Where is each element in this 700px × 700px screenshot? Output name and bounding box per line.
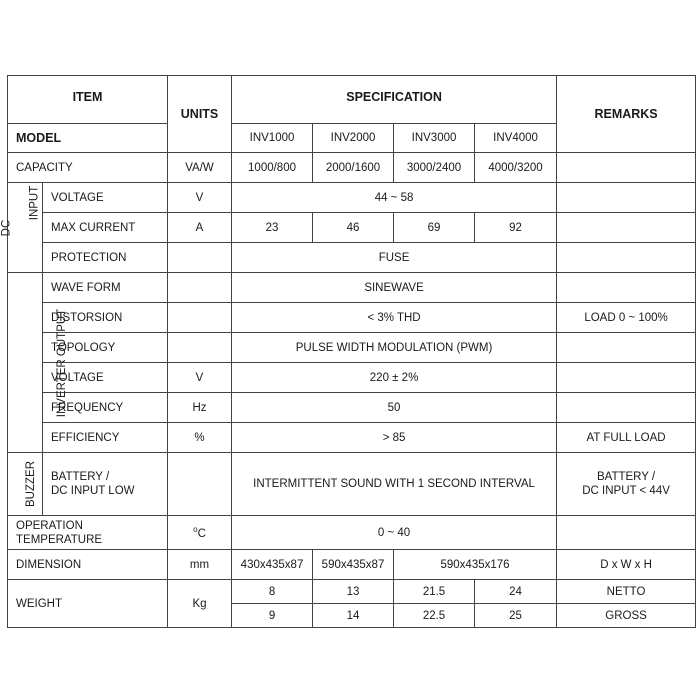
dc-voltage-row [8,183,696,213]
dimension-value: 590x435x87 [313,550,394,580]
dc-voltage-label: VOLTAGE [43,183,168,213]
capacity-unit: VA/W [168,153,232,183]
wave-form-row [8,273,696,303]
topology-remark [557,333,696,363]
header-specification: SPECIFICATION [232,76,557,124]
dimension-unit: mm [168,550,232,580]
frequency-remark [557,393,696,423]
efficiency-unit: % [168,423,232,453]
capacity-value: 2000/1600 [313,153,394,183]
weight-netto-value: 21.5 [394,580,475,604]
header-item: ITEM [8,76,168,124]
dimension-value: 430x435x87 [232,550,313,580]
buzzer-remark-line1: BATTERY / [596,471,656,483]
max-current-unit: A [168,213,232,243]
output-voltage-unit: V [168,363,232,393]
buzzer-item-line1: BATTERY / [51,471,110,483]
operation-temperature-remark [557,516,696,550]
max-current-value: 92 [475,213,557,243]
topology-unit [168,333,232,363]
header-units: UNITS [168,76,232,153]
frequency-label: FREQUENCY [43,393,168,423]
protection-remark [557,243,696,273]
capacity-value: 4000/3200 [475,153,557,183]
buzzer-remark [557,453,696,516]
buzzer-group-label [8,453,43,516]
weight-netto-remark: NETTO [557,580,696,604]
max-current-label: MAX CURRENT [43,213,168,243]
dc-max-current-row [8,213,696,243]
capacity-label: CAPACITY [8,153,168,183]
dimension-label: DIMENSION [8,550,168,580]
weight-gross-remark: GROSS [557,604,696,628]
buzzer-row [8,453,696,516]
buzzer-value: INTERMITTENT SOUND WITH 1 SECOND INTERVAL [232,453,557,516]
input-label: INPUT [28,185,41,220]
wave-form-value: SINEWAVE [232,273,557,303]
header-remarks: REMARKS [557,76,696,153]
model-value: INV3000 [394,124,475,153]
weight-gross-value: 9 [232,604,313,628]
inverter-output-label: INVERTER OUTPUT [56,308,69,417]
distorsion-label: DISTORSION [43,303,168,333]
dimension-value: 590x435x176 [394,550,557,580]
efficiency-row [8,423,696,453]
frequency-unit: Hz [168,393,232,423]
wave-form-remark [557,273,696,303]
buzzer-item-label [43,453,168,516]
operation-temperature-value: 0 ~ 40 [232,516,557,550]
dimension-remark: D x W x H [557,550,696,580]
buzzer-item-line2: DC INPUT LOW [51,485,135,497]
weight-gross-value: 25 [475,604,557,628]
dc-voltage-value: 44 ~ 58 [232,183,557,213]
specification-table [0,75,696,628]
model-label: MODEL [8,124,168,153]
weight-netto-row [8,580,696,604]
weight-label: WEIGHT [8,580,168,628]
topology-label: TOPOLOGY [43,333,168,363]
operation-temperature-unit [168,516,232,550]
distorsion-row [8,303,696,333]
celsius-letter: C [197,527,206,540]
max-current-value: 69 [394,213,475,243]
frequency-value: 50 [232,393,557,423]
operation-temperature-line2: TEMPERATURE [16,533,103,546]
distorsion-remark: LOAD 0 ~ 100% [557,303,696,333]
degree-sign: o [193,525,198,535]
capacity-value: 3000/2400 [394,153,475,183]
wave-form-label: WAVE FORM [43,273,168,303]
dc-voltage-remark [557,183,696,213]
protection-value: FUSE [232,243,557,273]
distorsion-value: < 3% THD [232,303,557,333]
capacity-remark [557,153,696,183]
model-value: INV4000 [475,124,557,153]
weight-gross-value: 14 [313,604,394,628]
dc-input-group-label [0,183,43,273]
max-current-value: 46 [313,213,394,243]
inverter-output-group-label [8,273,69,453]
model-value: INV2000 [313,124,394,153]
operation-temperature-label [8,516,168,550]
topology-value: PULSE WIDTH MODULATION (PWM) [232,333,557,363]
dc-protection-row [8,243,696,273]
buzzer-label: BUZZER [25,461,37,507]
dc-voltage-unit: V [168,183,232,213]
output-voltage-label: VOLTAGE [43,363,168,393]
weight-netto-value: 24 [475,580,557,604]
operation-temperature-line1: OPERATION [16,519,83,532]
capacity-value: 1000/800 [232,153,313,183]
efficiency-remark: AT FULL LOAD [557,423,696,453]
protection-unit [168,243,232,273]
frequency-row [8,393,696,423]
dimension-row [8,550,696,580]
dc-label: DC [0,219,13,236]
weight-unit: Kg [168,580,232,628]
capacity-row [8,153,696,183]
weight-netto-value: 8 [232,580,313,604]
distorsion-unit [168,303,232,333]
max-current-remark [557,213,696,243]
output-voltage-remark [557,363,696,393]
protection-label: PROTECTION [43,243,168,273]
output-voltage-value: 220 ± 2% [232,363,557,393]
weight-gross-value: 22.5 [394,604,475,628]
efficiency-value: > 85 [232,423,557,453]
wave-form-unit [168,273,232,303]
model-value: INV1000 [232,124,313,153]
output-voltage-row [8,363,696,393]
header-row [8,76,696,124]
buzzer-unit [168,453,232,516]
operation-temperature-row [8,516,696,550]
max-current-value: 23 [232,213,313,243]
buzzer-remark-line2: DC INPUT < 44V [582,485,670,497]
weight-netto-value: 13 [313,580,394,604]
efficiency-label: EFFICIENCY [43,423,168,453]
topology-row [8,333,696,363]
